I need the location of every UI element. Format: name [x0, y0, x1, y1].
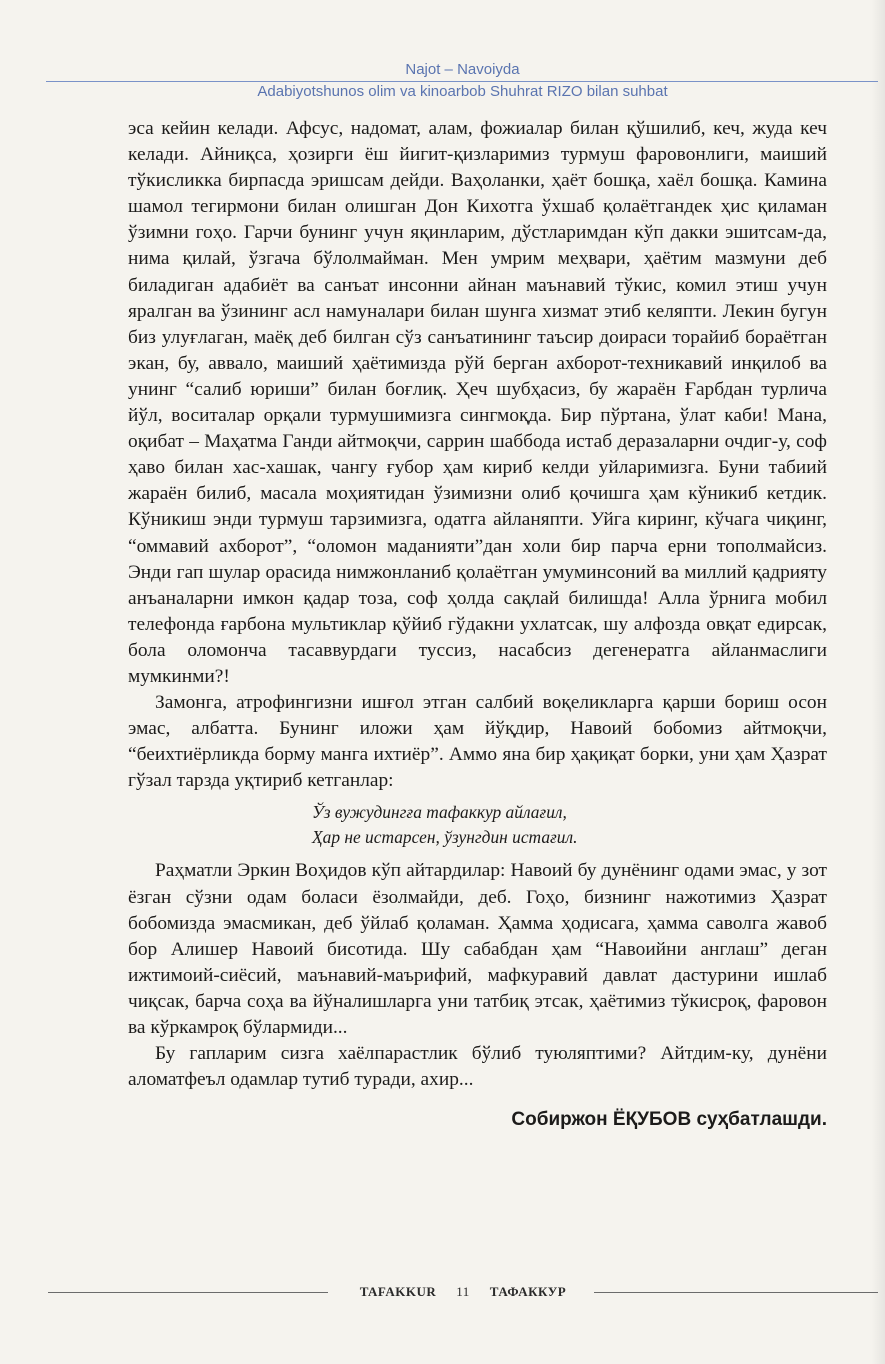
running-head-title: Najot – Navoiyda — [405, 61, 520, 78]
paragraph-4: Бу гапларим сизга хаёлпарастлик бўлиб туюляптими? Айтдим-ку, дунёни аломатфеъл одамлар тутиб туради, ахир... — [128, 1043, 827, 1091]
poem-line-2: Ҳар не истарсен, ўзунгдин истағил. — [312, 827, 578, 848]
running-head-rule — [46, 81, 878, 82]
footer-label-group — [48, 1282, 878, 1302]
paragraph-continued: эса кейин келади. Афсус, надомат, алам, фожиалар билан қўшилиб, кеч, жуда кеч келади. Айниқса, ҳозирги ёш йигит-қизларимиз турмуш фаровонлиги, маиший тўкисликка бирпасда эришсам дейди. Ваҳоланки, ҳаёт бошқа, хаёл бошқа. Камина шамол тегирмони билан олишган Дон Кихотга ўхшаб қолаётгандек ҳис қиламан ўзимни гоҳо. Гарчи бунинг учун яқинларим, дўстларимдан кўп дакки эшитсам-да, нима қилай, ўзгача бўлолмайман. Мен умрим меҳвари, ҳаётим мазмуни деб биладиган адабиёт ва санъат инсонни айнан маънавий тўкис, комил этиш учун яралган ва ўзининг асл намуналари билан шунга хизмат этиб келяпти. Лекин бугун биз улуғлаган, маёқ деб билган сўз санъатининг таъсир доираси торайиб бораётган экан, бу, аввало, маиший ҳаётимизда рўй берган ахборот-техникавий инқилоб ва унинг “салиб юриши” билан боғлиқ. Ҳеч шубҳасиз, бу жараён Ғарбдан турлича йўл, воситалар орқали турмушимизга сингмоқда. Бир пўртана, ўлат каби! Мана, оқибат – Маҳатма Ганди айтмоқчи, саррин шаббода истаб деразаларни очдиг-у, соф ҳаво билан хас-хашак, чангу ғубор ҳам кириб келди уйларимизга. Буни табиий жараён билиб, масала моҳиятидан ўзимизни олиб қочишга ҳам кўникиб кетдик. Кўникиш энди турмуш тарзимизга, одатга айланяпти. Уйга киринг, кўчага чиқинг, “оммавий ахборот”, “оломон маданияти”дан холи бир парча ерни тополмайсиз. Энди гап шулар орасида нимжонланиб қолаётган умуминсоний ва миллий қадрияту анъаналарни имкон қадар тоза, соф ҳолда сақлай билишда! Алла ўрнига мобил телефонда ғарбона мультиклар қўйиб гўдакни ухлатсак, шу алфозда овқат едирсак, бола оломонча тасаввурдаги туссиз, насабсиз дегенератга айланмаслиги мумкинми?! — [128, 118, 827, 687]
footer-right-label: ТАФАККУР — [489, 1284, 567, 1299]
paragraph-3: Раҳматли Эркин Воҳидов кўп айтардилар: Навоий бу дунёнинг одами эмас, у зот ёзган сўзни одам боласи ёзолмайди, деб. Гоҳо, бизнинг нажотимиз Ҳазрат бобомизда эмасмикан, деб ўйлаб қоламан. Ҳамма ҳодисага, ҳамма саволга жавоб бор Алишер Навоий бисотида. Шу сабабдан ҳам “Навоийни англаш” деган ижтимоий-сиёсий, маънавий-маърифий, мафкуравий давлат дастурини ишлаб чиқсак, барча соҳа ва йўналишларга уни татбиқ этсак, ҳаётимиз тўкисроқ, фаровон ва кўркамроқ бўлармиди... — [128, 860, 827, 1038]
interviewer-signature: Собиржон ЁҚУБОВ суҳбатлашди. — [511, 1109, 827, 1131]
page-number: 11 — [456, 1284, 470, 1299]
page-edge-shadow — [871, 0, 885, 1364]
running-head — [0, 60, 885, 102]
paragraph-2: Замонга, атрофингизни ишғол этган салбий воқеликларга қарши бориш осон эмас, албатта. Бунинг иложи ҳам йўқдир, Навоий бобомиз айтмоқчи, “беихтиёрликда борму манга ихтиёр”. Аммо яна бир ҳақиқат борки, уни ҳам Ҳазрат гўзал тарзда уқтириб кетганлар: — [128, 692, 827, 792]
footer-left-label: TAFAKKUR — [359, 1284, 437, 1299]
poem-quote — [312, 800, 827, 850]
poem-line-1: Ўз вужудингға тафаккур айлағил, — [312, 802, 567, 823]
article-body — [128, 116, 827, 1133]
page-footer — [48, 1282, 878, 1302]
running-head-subtitle: Adabiyotshunos olim va kinoarbob Shuhrat RIZO bilan suhbat — [257, 83, 668, 100]
